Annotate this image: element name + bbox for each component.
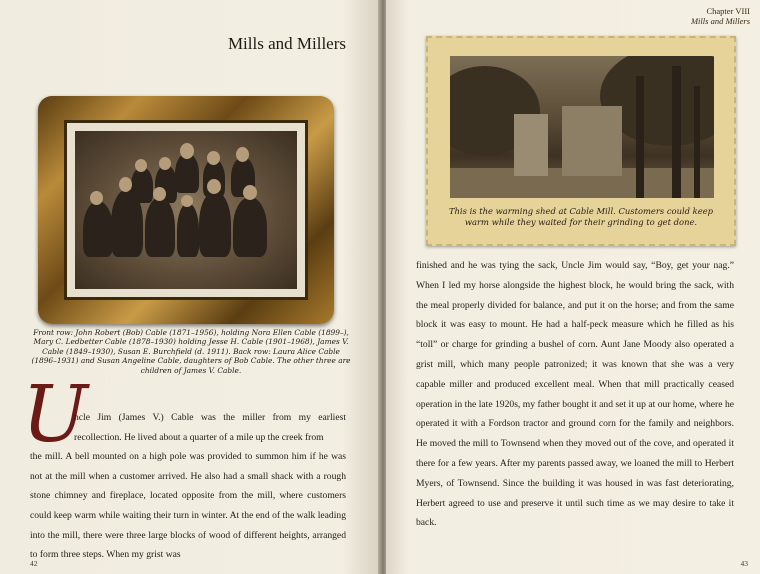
person-figure [177, 203, 199, 257]
person-figure [199, 191, 231, 257]
face [243, 185, 257, 200]
body-text-left [30, 408, 346, 565]
face [90, 191, 103, 205]
face [207, 179, 221, 194]
person-figure [111, 189, 143, 257]
drop-cap: U [22, 370, 88, 460]
page-title: Mills and Millers [227, 34, 346, 53]
person-figure [233, 197, 267, 257]
page-number-right: 43 [740, 559, 748, 568]
family-photo [75, 131, 297, 289]
right-page [386, 0, 760, 574]
person-figure [145, 197, 175, 257]
deckled-photo-card [426, 36, 736, 246]
person-figure [175, 153, 199, 193]
person-figure [83, 201, 113, 257]
running-header [691, 6, 750, 26]
photo-caption-right: This is the warming shed at Cable Mill. Customers could keep warm while they waited for their grinding to get done. [448, 206, 714, 227]
warming-shed-photo [450, 56, 714, 198]
face [153, 187, 166, 201]
face [119, 177, 132, 192]
face [181, 195, 193, 207]
tree-trunk [694, 86, 700, 198]
face [135, 159, 147, 172]
paragraph-continuation: the mill. A bell mounted on a high pole was provided to summon him if he was not at the mill when a customer arrived. He also had a small shack with a rough stone chimney and fireplace, located opposite from the mill, where customers could keep warm while waiting their turn in winter. At the end of the walk leading into the mill, there were three large blocks of wood of different heights, arranged to form three steps. When my grist was [30, 451, 346, 561]
tree-trunk [672, 66, 681, 198]
face [180, 143, 194, 159]
stone-chimney [514, 114, 548, 176]
frame-mat [64, 120, 308, 300]
face [236, 147, 249, 162]
chapter-number: Chapter VIII [706, 6, 750, 16]
tree-trunk [636, 76, 644, 198]
body-text-right: finished and he was tying the sack, Uncle Jim would say, “Boy, get your nag.” When I led my horse alongside the highest block, he would bring the sack, with the meal properly divided for balance, and put it on the horse; and from the same block it was easy to mount. He had a half-peck measure which he filled as his “toll” or charge for grinding a bushel of corn. Aunt Jane Moody also operated a grist mill, which many people patronized; it was known that she was a very capable miller and produced excellent meal. When that mill practically ceased operation in the late 1920s, my father bought it and set it up at our home, where he operated it with a Fordson tractor and ground corn for the family and neighbors. He moved the mill to Townsend when they moved out of the cove, and operated it there for a few years. After my parents passed away, we loaned the mill to Herbert Myers, of Townsend. Since the building it was housed in was fast deteriorating, Herbert agreed to use and preserve it until such time as we may desire to take it back. [416, 260, 734, 529]
face [207, 151, 220, 165]
face [159, 157, 171, 170]
ornate-photo-frame [38, 96, 334, 324]
photo-caption: Front row: John Robert (Bob) Cable (1871–1956), holding Nora Ellen Cable (1899–), Mary C. Ledbetter Cable (1878–1930) holding Jesse H. Cable (1901–1968), James V. Cable (1849–1930), Susan E. Burchfield (d. 1911). Back row: Laura Alice Cable (1896–1931) and Susan Angeline Cable, daughters of Bob Cable. The other three are children of James V. Cable. [31, 328, 351, 375]
first-paragraph-lines: ncle Jim (James V.) Cable was the miller from my earliest recollection. He lived about a quarter of a mile up the creek from [74, 412, 346, 443]
warming-shed [562, 106, 622, 176]
page-number-left: 42 [30, 559, 38, 568]
chapter-title: Mills and Millers [690, 16, 750, 26]
